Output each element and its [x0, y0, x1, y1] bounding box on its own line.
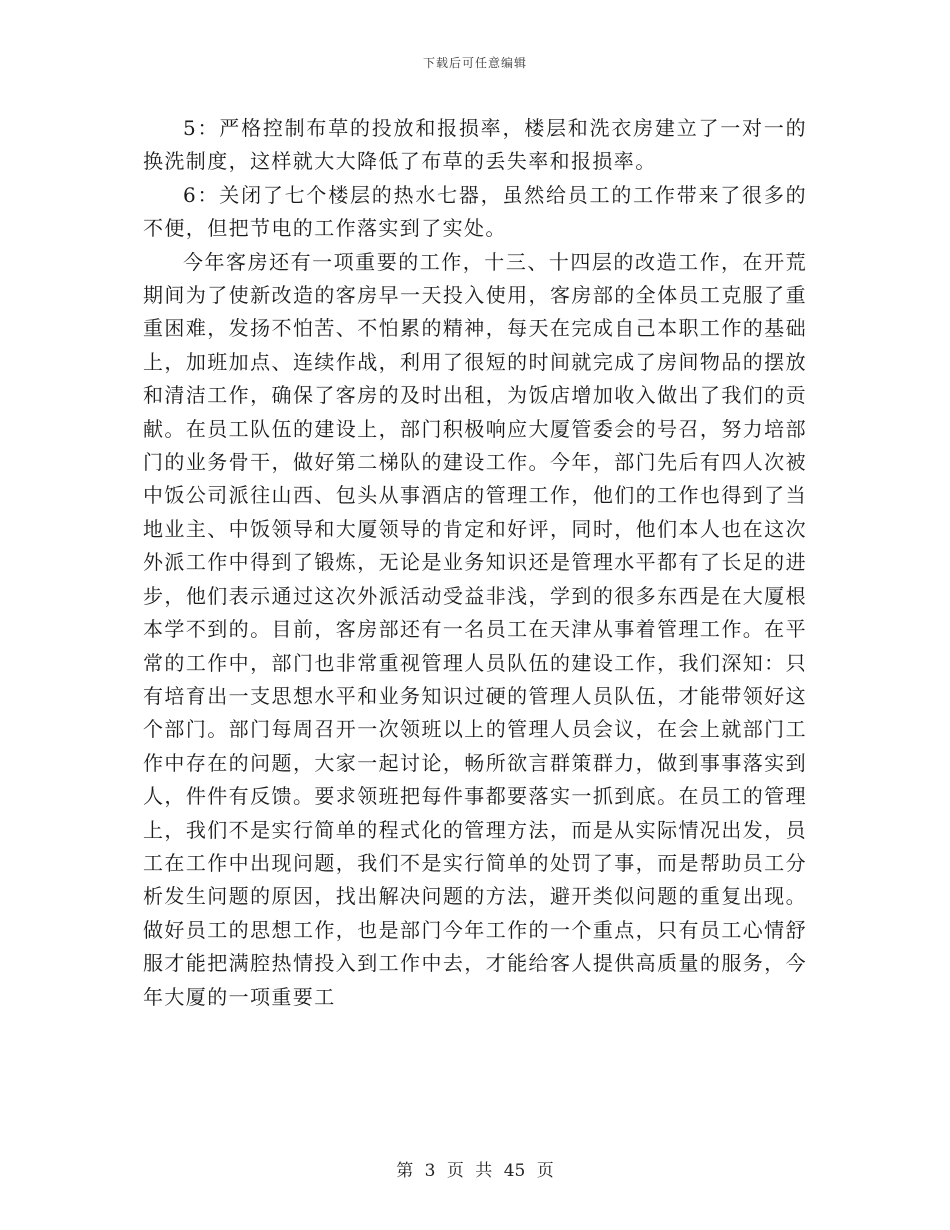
- paragraph-main: 今年客房还有一项重要的工作，十三、十四层的改造工作，在开荒期间为了使新改造的客房早一天投入使用，客房部的全体员工克服了重重困难，发扬不怕苦、不怕累的精神，每天在完成自己本职工作的基础上，加班加点、连续作战，利用了很短的时间就完成了房间物品的摆放和清洁工作，确保了客房的及时出租，为饭店增加收入做出了我们的贡献。在员工队伍的建设上，部门积极响应大厦管委会的号召，努力培部门的业务骨干，做好第二梯队的建设工作。今年，部门先后有四人次被中饭公司派往山西、包头从事酒店的管理工作，他们的工作也得到了当地业主、中饭领导和大厦领导的肯定和好评，同时，他们本人也在这次外派工作中得到了锻炼，无论是业务知识还是管理水平都有了长足的进步，他们表示通过这次外派活动受益非浅，学到的很多东西是在大厦根本学不到的。目前，客房部还有一名员工在天津从事着管理工作。在平常的工作中，部门也非常重视管理人员队伍的建设工作，我们深知：只有培育出一支思想水平和业务知识过硬的管理人员队伍，才能带领好这个部门。部门每周召开一次领班以上的管理人员会议，在会上就部门工作中存在的问题，大家一起讨论，畅所欲言群策群力，做到事事落实到人，件件有反馈。要求领班把每件事都要落实一抓到底。在员工的管理上，我们不是实行简单的程式化的管理方法，而是从实际情况出发，员工在工作中出现问题，我们不是实行简单的处罚了事，而是帮助员工分析发生问题的原因，找出解决问题的方法，避开类似问题的重复出现。做好员工的思想工作，也是部门今年工作的一个重点，只有员工心情舒服才能把满腔热情投入到工作中去，才能给客人提供高质量的服务，今年大厦的一项重要工: [143, 249, 807, 1009]
- page-header: 下载后可任意编辑: [422, 56, 527, 70]
- page-footer: 第 3 页 共 45 页: [396, 1161, 554, 1181]
- document-body: [143, 112, 807, 1014]
- paragraph-item-5: 5：严格控制布草的投放和报损率，楼层和洗衣房建立了一对一的换洗制度，这样就大大降低了布草的丢失率和报损率。: [143, 116, 807, 174]
- paragraph-item-6: 6：关闭了七个楼层的热水七器，虽然给员工的工作带来了很多的不便，但把节电的工作落实到了实处。: [143, 182, 807, 241]
